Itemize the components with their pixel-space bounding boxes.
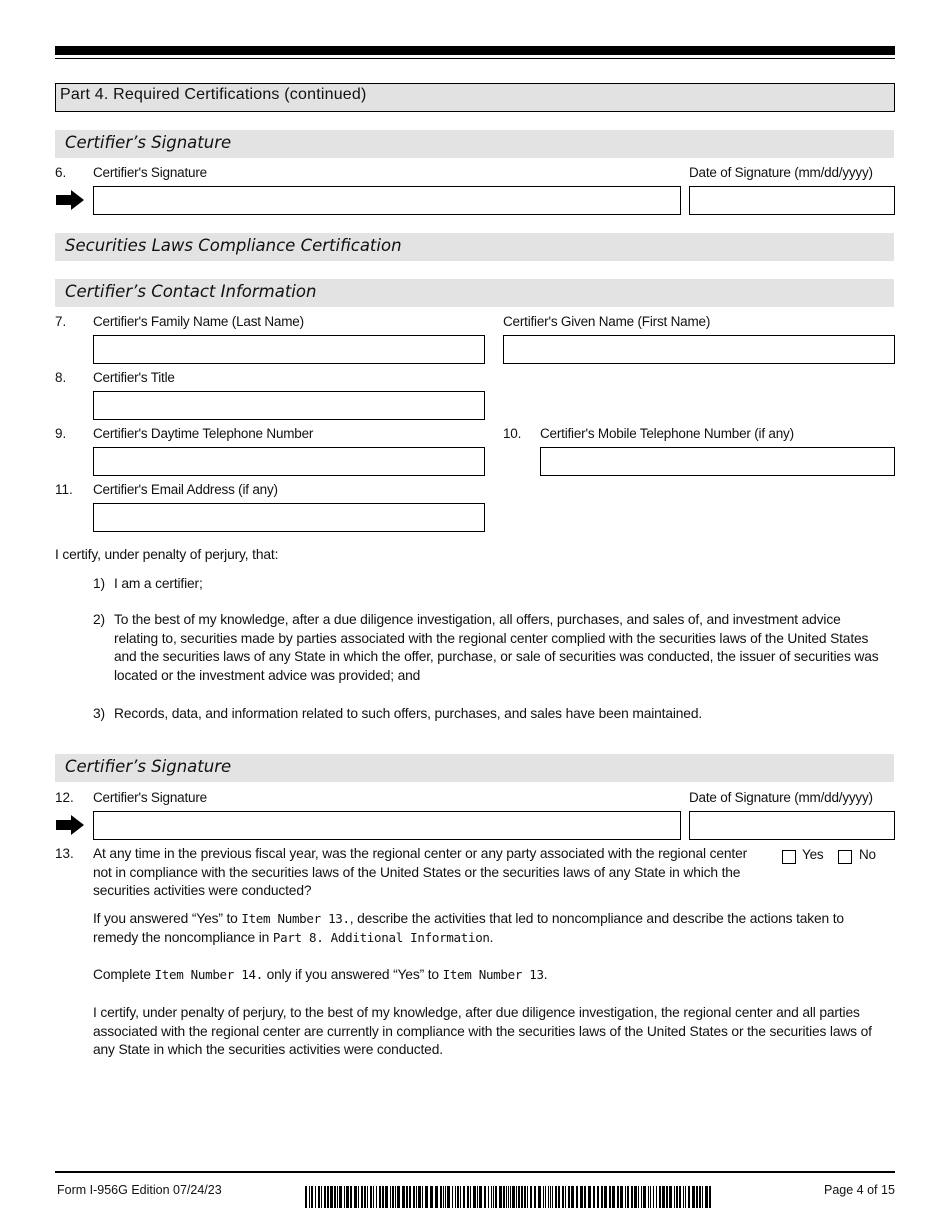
yes-checkbox[interactable] [782, 850, 796, 864]
date-label: Date of Signature (mm/dd/yyyy) [689, 165, 873, 180]
noncompliance-question: At any time in the previous fiscal year, was the regional center or any party associated with the regional center not in compliance with the securities laws of the United States or the securities laws of any State in which the securities activities were conducted? [93, 846, 748, 898]
daytime-phone-field[interactable] [93, 447, 485, 476]
list-number: 1) [93, 576, 105, 591]
section-title: Certifier’s Signature [65, 757, 232, 776]
mobile-phone-field[interactable] [540, 447, 895, 476]
certify-intro: I certify, under penalty of perjury, that: [55, 547, 279, 562]
item-number: 7. [55, 314, 67, 329]
item-number: 13. [55, 846, 74, 861]
given-name-field[interactable] [503, 335, 895, 364]
list-number: 3) [93, 706, 105, 721]
text-run: If you answered “Yes” to [93, 911, 242, 926]
top-rule-thick [55, 46, 895, 55]
mobile-phone-label: Certifier's Mobile Telephone Number (if any) [540, 426, 794, 441]
signature-label: Certifier's Signature [93, 790, 207, 805]
item-number: 8. [55, 370, 67, 385]
item-number: 9. [55, 426, 67, 441]
no-label: No [859, 847, 876, 862]
footer-rule [55, 1171, 895, 1173]
section-certifier-signature-2 [55, 754, 894, 782]
certify-statement: To the best of my knowledge, after a due diligence investigation, all offers, purchases, and sales of, and investment advice relating to, securities made by parties associated with the regional center complied with the securities laws of the United States and the securities laws of any State in which the offer, purchase, or sale of securities was conducted, the issuer of securities was located or the investment advice was provided; and [114, 612, 879, 683]
part-title: Part 4. Required Certifications (continued) [60, 86, 367, 103]
instruction-paragraph-1 [93, 910, 888, 947]
yes-label: Yes [802, 847, 824, 862]
text-run: . [489, 929, 494, 945]
form-edition: Form I-956G Edition 07/24/23 [57, 1183, 222, 1197]
item-number: 10. [503, 426, 522, 441]
section-contact-info [55, 279, 894, 307]
sign-here-arrow-icon [56, 815, 84, 835]
page-number: Page 4 of 15 [824, 1183, 895, 1197]
item-number: 11. [55, 482, 73, 497]
date-label: Date of Signature (mm/dd/yyyy) [689, 790, 873, 805]
section-title: Certifier’s Contact Information [65, 282, 317, 301]
section-title: Certifier’s Signature [65, 133, 232, 152]
family-name-label: Certifier's Family Name (Last Name) [93, 314, 304, 329]
section-securities-compliance [55, 233, 894, 261]
section-certifier-signature [55, 130, 894, 158]
barcode [305, 1186, 713, 1208]
item-number: 12. [55, 790, 74, 805]
item-reference: Item Number 13 [442, 967, 544, 982]
signature-label: Certifier's Signature [93, 165, 207, 180]
text-run: only if you answered “Yes” to [262, 967, 443, 982]
instruction-paragraph-2 [93, 966, 888, 985]
signature-field[interactable] [93, 186, 681, 215]
date-of-signature-field[interactable] [689, 186, 895, 215]
certify-statement: I am a certifier; [114, 576, 203, 591]
email-label: Certifier's Email Address (if any) [93, 482, 278, 497]
text-run: , describe the activities that led to noncompliance and describe the actions taken to remedy the noncompliance in [93, 911, 844, 945]
item-reference: Item Number 13. [241, 911, 350, 926]
certification-paragraph: I certify, under penalty of perjury, to the best of my knowledge, after due diligence investigation, the regional center and all parties associated with the regional center are currently in compliance with the securities laws of the United States or the securities laws of any State in which the securities activities were conducted. [93, 1005, 872, 1057]
item-number: 6. [55, 165, 67, 180]
text-run: Complete [93, 967, 155, 982]
signature-field-2[interactable] [93, 811, 681, 840]
top-rule-thin [55, 58, 895, 59]
certify-statement: Records, data, and information related to such offers, purchases, and sales have been maintained. [114, 706, 703, 721]
given-name-label: Certifier's Given Name (First Name) [503, 314, 711, 329]
no-checkbox[interactable] [838, 850, 852, 864]
list-number: 2) [93, 612, 105, 627]
date-of-signature-field-2[interactable] [689, 811, 895, 840]
section-title: Securities Laws Compliance Certification [65, 236, 402, 255]
family-name-field[interactable] [93, 335, 485, 364]
part-reference: Part 8. Additional Information [272, 929, 490, 945]
sign-here-arrow-icon [56, 190, 84, 210]
text-run: . [543, 967, 548, 982]
item-reference: Item Number 14. [154, 967, 263, 982]
email-field[interactable] [93, 503, 485, 532]
title-field[interactable] [93, 391, 485, 420]
title-label: Certifier's Title [93, 370, 175, 385]
daytime-phone-label: Certifier's Daytime Telephone Number [93, 426, 314, 441]
